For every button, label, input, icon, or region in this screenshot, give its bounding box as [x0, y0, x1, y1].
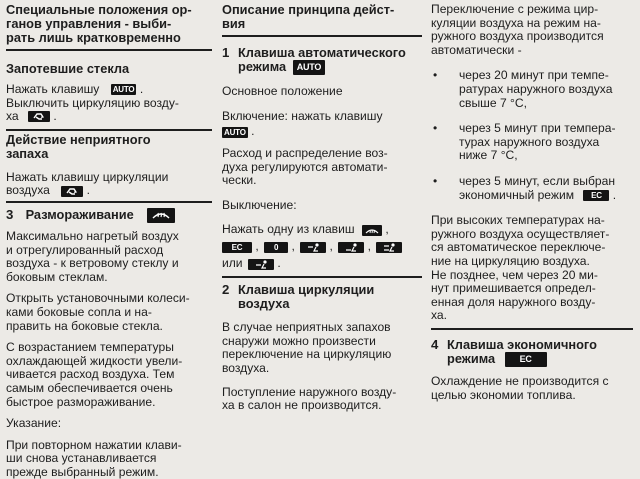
recirc-section-heading: 2 Клавиша циркуляции воздуха — [222, 282, 375, 312]
intro-line: Специальные положения ор- — [6, 2, 192, 17]
divider — [6, 49, 212, 51]
column-right — [431, 0, 633, 402]
economy-section-heading: 4 Клавиша экономичного режима EC — [431, 336, 597, 366]
note-label: Указание: — [6, 416, 62, 431]
ec-key-icon: EC — [583, 190, 609, 201]
principle-heading: Описание принципа дейст- вия — [222, 2, 395, 31]
defrost-paragraph-1: Максимально нагретый воздух и отрегулированный расход воздуха - к ветровому стеклу и боковым стеклам. — [6, 228, 179, 284]
bullet-icon: • — [433, 121, 438, 136]
defrost-paragraph-2: Открыть установочными колеси- ками боковые сопла и на- править на боковые стекла. — [6, 291, 190, 333]
smell-text: Нажать клавишу циркуляции воздуха . — [6, 169, 169, 198]
recirc-paragraph: В случае неприятных запахов снаружи можно произвести переключение на циркуляцию воздуха. — [222, 320, 392, 376]
divider — [6, 129, 212, 131]
basic-position-text: Основное положение — [222, 84, 343, 99]
divider — [431, 328, 633, 330]
intro-line: рать лишь кратковременно — [6, 30, 181, 45]
intro-heading — [6, 3, 212, 45]
airflow-windscreen-key-icon — [248, 259, 274, 270]
list-item: • через 5 минут, если выбран экономичный режим EC . — [433, 173, 617, 202]
switch-on-text: Включение: нажать клавишу AUTO . — [222, 108, 383, 139]
column-middle — [222, 0, 422, 413]
column-left — [6, 0, 212, 479]
recirculation-key-icon — [28, 111, 50, 122]
airflow-feet-key-icon — [338, 242, 364, 253]
defrost-heading: 3 Размораживание — [6, 206, 212, 224]
fog-heading: Запотевшие стекла — [6, 61, 130, 76]
bullet-icon: • — [433, 173, 438, 188]
airflow-mixed-key-icon — [376, 242, 402, 253]
auto-key-icon: AUTO — [293, 60, 326, 75]
recirculation-key-icon — [61, 186, 83, 197]
note-paragraph: При повторном нажатии клави- ши снова устанавливается прежде выбранный режим. — [6, 437, 182, 479]
high-temp-paragraph: При высоких температурах на- ружного воздуха осуществляет- ся автоматическое переключе- ние на циркуляцию воздуха. Не позднее, чем через 20 ми- нут примешивается определ- енная доля наружного возду- ха. — [431, 213, 610, 323]
defrost-key-icon — [362, 225, 382, 236]
smell-heading: Действие неприятного запаха — [6, 131, 151, 161]
fog-text: Нажать клавишу AUTO . Выключить циркуляцию возду- ха . — [6, 82, 179, 124]
switch-off-label: Выключение: — [222, 197, 297, 212]
ec-key-icon: EC — [505, 352, 547, 367]
auto-section-heading: 1 Клавиша автоматического режима AUTO — [222, 45, 406, 74]
intake-paragraph: Поступление наружного возду- ха в салон не производится. — [222, 384, 397, 413]
auto-switch-paragraph: Переключение с режима цир- куляции воздуха на режим на- ружного воздуха производится автоматически - — [431, 2, 604, 57]
defrost-key-icon — [147, 208, 175, 223]
intro-line: ганов управления - выби- — [6, 16, 172, 31]
ec-key-icon: EC — [222, 242, 252, 253]
switch-off-text: Нажать одну из клавиш , EC , 0 , , , или . — [222, 222, 422, 271]
defrost-paragraph-3: С возрастанием температуры охлаждающей жидкости увели- чивается расход воздуха. Тем самым обеспечивается очень быстрое размораживание. — [6, 340, 183, 409]
divider — [6, 201, 212, 203]
economy-paragraph: Охлаждение не производится с целью экономии топлива. — [431, 374, 609, 402]
divider — [222, 276, 422, 278]
bullet-icon: • — [433, 68, 438, 83]
airflow-face-key-icon — [300, 242, 326, 253]
list-item: • через 20 минут при темпе- ратурах наружного воздуха свыше 7 °C, — [433, 68, 613, 110]
auto-key-icon: AUTO — [224, 127, 246, 137]
zero-key-icon: 0 — [264, 242, 288, 253]
distribution-text: Расход и распределение воз- духа регулируются автомати- чески. — [222, 145, 388, 188]
list-item: • через 5 минут при темпера- турах наружного воздуха ниже 7 °C, — [433, 121, 616, 163]
auto-key-icon: AUTO — [112, 85, 135, 95]
divider — [222, 35, 422, 37]
